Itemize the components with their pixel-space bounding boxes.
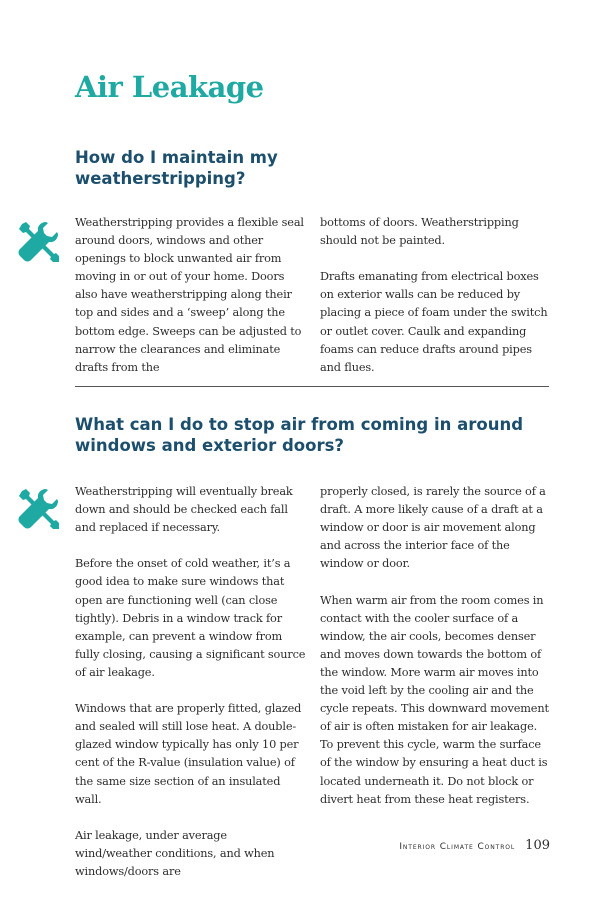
paragraph: Windows that are properly fitted, glazed and sealed will still lose heat. A double-glazed window typically has only 10 per cent of the R-value (insulation value) of the same size section of an insulated wall. xyxy=(75,702,302,806)
section-heading: What can I do to stop air from coming in around windows and exterior doors? xyxy=(75,415,524,455)
page-footer xyxy=(399,838,550,853)
paragraph: bottoms of doors. Weatherstripping should not be painted. xyxy=(320,216,519,248)
section2-column-right xyxy=(320,483,552,827)
paragraph: Drafts emanating from electrical boxes on exterior walls can be reduced by placing a piece of foam under the switch or outlet cover. Caulk and expanding foams can reduce drafts around pipes and flues. xyxy=(320,270,548,374)
paragraph: Air leakage, under average wind/weather conditions, and when windows/doors are xyxy=(75,828,275,878)
paragraph: properly closed, is rarely the source of a draft. A more likely cause of a draft at a window or door is air movement along and across the interior face of the window or door. xyxy=(320,485,546,571)
paragraph: Weatherstripping provides a flexible seal around doors, windows and other openings to block unwanted air from moving in or out of your home. Doors also have weatherstripping along their top and sides and a ‘sweep’ along the bottom edge. Sweeps can be adjusted to narrow the clearances and eliminate drafts from the xyxy=(75,216,304,374)
page-title: Air Leakage xyxy=(75,70,264,104)
section2-column-left xyxy=(75,483,307,899)
page-number: 109 xyxy=(525,838,550,853)
tools-icon xyxy=(16,220,60,264)
section1-column-right xyxy=(320,214,552,395)
section-heading: How do I maintain my weatherstripping? xyxy=(75,148,278,188)
section1-column-left xyxy=(75,214,307,395)
section-divider xyxy=(75,386,549,387)
tools-icon xyxy=(16,487,60,531)
paragraph: Before the onset of cold weather, it’s a good idea to make sure windows that open are functioning well (can close tightly). Debris in a window track for example, can prevent a window from fully closing, causing a significant source of air leakage. xyxy=(75,557,306,679)
paragraph: When warm air from the room comes in contact with the cooler surface of a window, the air cools, becomes denser and moves down towards the bottom of the window. More warm air moves into the void left by the cooling air and the cycle repeats. This downward movement of air is often mistaken for air leakage. To prevent this cycle, warm the surface of the window by ensuring a heat duct is located underneath it. Do not block or divert heat from these heat registers. xyxy=(320,593,549,806)
paragraph: Weatherstripping will eventually break down and should be checked each fall and replaced if necessary. xyxy=(75,485,293,535)
footer-section-label: Interior Climate Control xyxy=(399,842,516,852)
